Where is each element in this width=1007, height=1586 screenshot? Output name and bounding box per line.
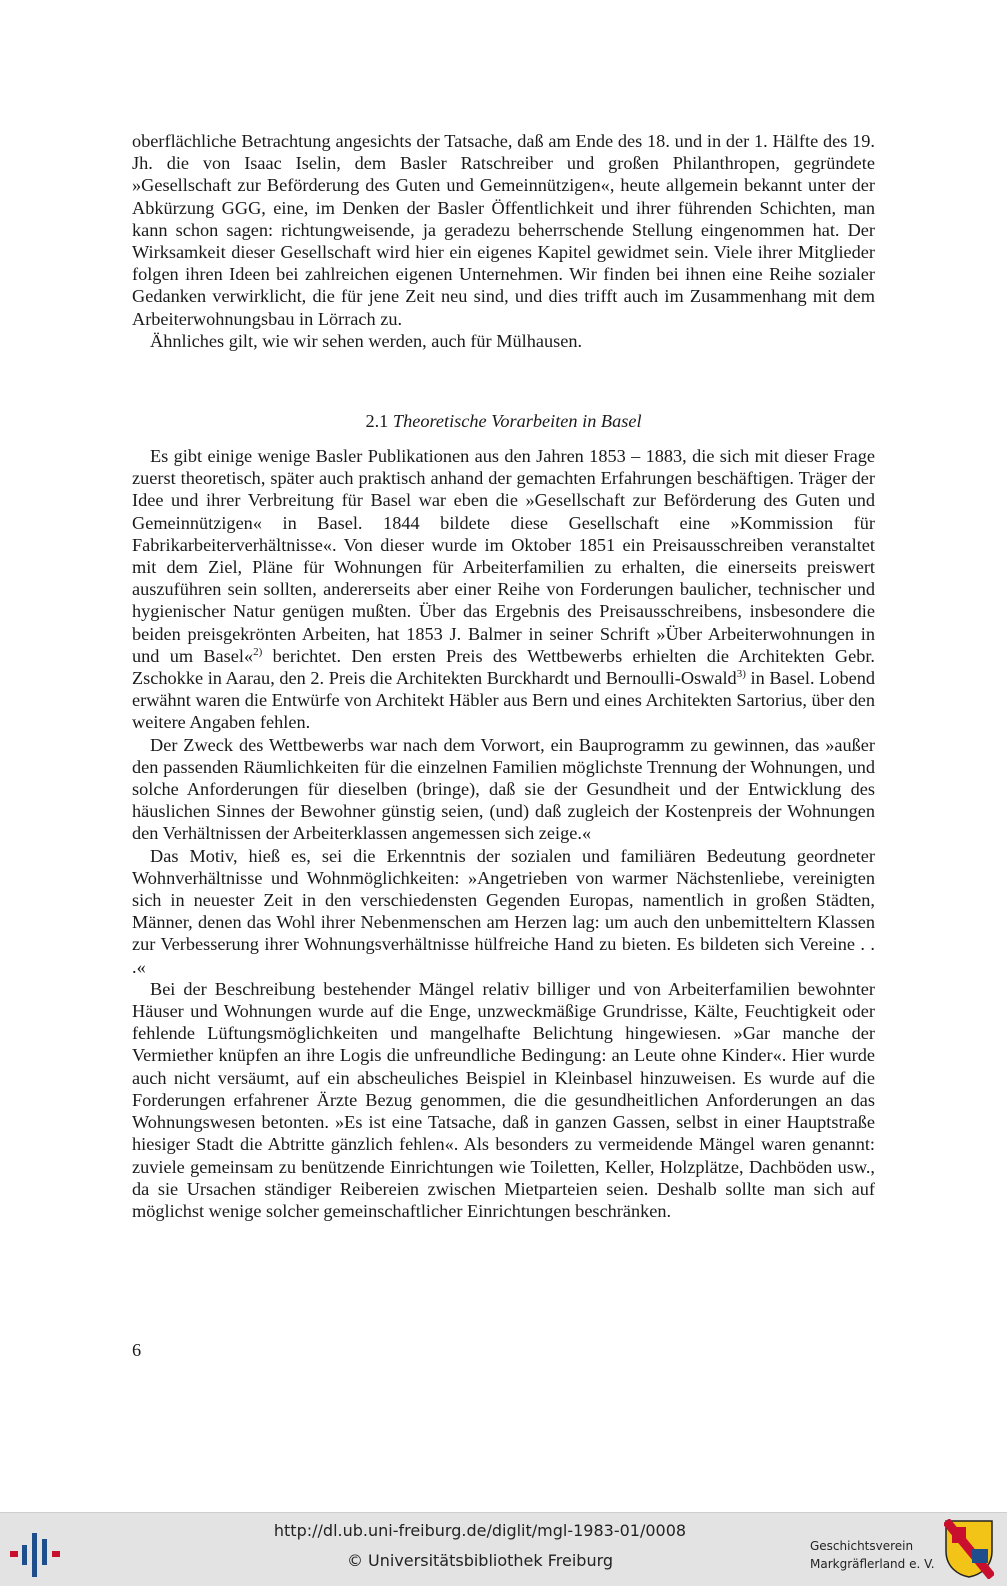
section-title: Theoretische Vorarbeiten in Basel	[392, 411, 642, 431]
copyright-notice: © Universitätsbibliothek Freiburg	[346, 1551, 614, 1570]
paragraph-motive: Das Motiv, hieß es, sei die Erkenntnis der sozialen und familiären Bedeutung geordneter Wohnverhältnisse und Wohnmöglichkeiten: »Angetrieben von warmer Nächstenliebe, vereinigten sich in neuester Zeit in den verschiedensten Gegenden Europas, namentlich in großen Städten, Männer, denen das Wohl ihrer Nebenmenschen am Herzen lag: um auch den unbemitteltern Klassen zur Verbesserung ihrer Wohnungsverhältnisse hülfreiche Hand zu bieten. Es bildeten sich Vereine . . .«	[132, 845, 875, 977]
page-number: 6	[132, 1340, 142, 1360]
society-crest-icon[interactable]	[944, 1519, 994, 1579]
paragraph-muelhausen: Ähnliches gilt, wie wir sehen werden, auch für Mülhausen.	[150, 330, 583, 351]
society-name	[810, 1537, 935, 1573]
paragraph-deficiencies: Bei der Beschreibung bestehender Mängel relativ billiger und von Arbeiterfamilien bewohnter Häuser und Wohnungen wurde auf die Enge, unzweckmäßige Grundrisse, Kälte, Feuchtigkeit oder fehlende Lüftungsmöglichkeiten und mangelhafte Belichtung hingewiesen. »Gar manche der Vermiether knüpfen an ihre Logis die unfreundliche Bedingung: an Leute ohne Kinder«. Hier wurde auch nicht versäumt, auf ein abscheuliches Beispiel in Kleinbasel hinzuweisen. Es wurde auf die Forderungen erfahrener Ärzte Bezug genommen, die die gesundheitlichen Anforderungen an das Wohnungswesen betonten. »Es ist eine Tatsache, daß in ganzen Gassen, selbst in einer Hauptstraße hiesiger Stadt die Abtritte gänzlich fehlen«. Als besonders zu vermeidende Mängel waren genannt: zuviele gemeinsam zu benützende Einrichtungen wie Toiletten, Keller, Holzplätze, Dachböden usw., da sie Ursachen ständiger Reibereien zwischen Mietparteien seien. Deshalb sollte man sich auf möglichst wenige solcher gemeinschaftlicher Einrichtungen beschränken.	[132, 978, 875, 1221]
paragraph-publications	[132, 445, 875, 734]
paragraph-purpose: Der Zweck des Wettbewerbs war nach dem Vorwort, ein Bauprogramm zu gewinnen, das »außer den passenden Räumlichkeiten für die einzelnen Familien möglichste Trennung der Wohnungen, und solche Anforderungen für dieselben (bringe), daß sie der Gesundheit und der Entwicklung des häuslichen Sinnes der Bewohner günstig seien, (und) daß zugleich der Kostenpreis der Wohnungen den Verhältnissen der Arbeiterklassen angemessen sich zeige.«	[132, 734, 875, 844]
paragraph-text: Es gibt einige wenige Basler Publikationen aus den Jahren 1853 – 1883, die sich mit dieser Frage zuerst theoretisch, später auch praktisch anhand der gemachten Erfahrungen beschäftigen. Träger der Idee und ihrer Verbreitung für Basel war eben die »Gesellschaft zur Beförderung des Guten und Gemeinnützigen« in Basel. 1844 bildete diese Gesellschaft eine »Kommission für Fabrikarbeiterverhältnisse«. Von dieser wurde im Oktober 1851 ein Preisausschreiben veranstaltet mit dem Ziel, Pläne für Wohnungen für Arbeiterfamilien zu erhalten, die einerseits preiswert auszuführen sein sollten, andererseits aber einer Reihe von Forderungen baulicher, technischer und hygienischer Natur genügen mußten. Über das Ergebnis des Preisausschreibens, insbesondere die beiden preisgekrönten Arbeiten, hat 1853 J. Balmer in seiner Schrift »Über Arbeiterwohnungen in und um Basel«	[132, 446, 875, 666]
footnote-ref[interactable]: 2)	[253, 645, 263, 658]
ub-freiburg-logo-icon[interactable]	[10, 1533, 66, 1577]
society-line-1: Geschichtsverein	[810, 1539, 914, 1553]
paragraph-text: in Basel. Lobend erwähnt waren die Entwürfe von Architekt Häbler aus Bern und eines Architekten Sartorius, über den weitere Angaben fehlen.	[132, 668, 875, 733]
section-body	[132, 445, 875, 1222]
paragraph-text: berichtet. Den ersten Preis des Wettbewerbs erhielten die Architekten Gebr. Zschokke in Aarau, den 2. Preis die Architekten Burckhardt und Bernoulli-Oswald	[132, 645, 875, 689]
footnote-ref[interactable]: 3)	[736, 668, 746, 681]
section-number: 2.1	[365, 411, 389, 431]
paragraph-intro: oberflächliche Betrachtung angesichts der Tatsache, daß am Ende des 18. und in der 1. Hälfte des 19. Jh. die von Isaac Iselin, dem Basler Ratschreiber und großen Philanthropen, gegründete »Gesellschaft zur Beförderung des Guten und Gemeinnützigen«, heute allgemein bekannt unter der Abkürzung GGG, eine, im Denken der Basler Öffentlichkeit und ihrer führenden Schichten, man kann schon sagen: richtungweisende, ja geradezu beherrschende Stellung eingenommen hat. Der Wirksamkeit dieser Gesellschaft wird hier ein eigenes Kapitel gewidmet sein. Viele ihrer Mitglieder folgen ihren Ideen bei zahlreichen eigenen Unternehmen. Wir finden bei ihnen eine Reihe sozialer Gedanken verwirklicht, die für jene Zeit neu sind, und dies trifft auch im Zusammenhang mit dem Arbeiterwohnungsbau in Lörrach zu.	[132, 131, 875, 329]
footer-bar	[0, 1512, 1007, 1586]
society-line-2: Markgräflerland e. V.	[810, 1557, 935, 1571]
section-heading	[132, 411, 875, 432]
intro-text	[132, 130, 875, 352]
document-url-link[interactable]: http://dl.ub.uni-freiburg.de/diglit/mgl-1983-01/0008	[273, 1521, 687, 1540]
